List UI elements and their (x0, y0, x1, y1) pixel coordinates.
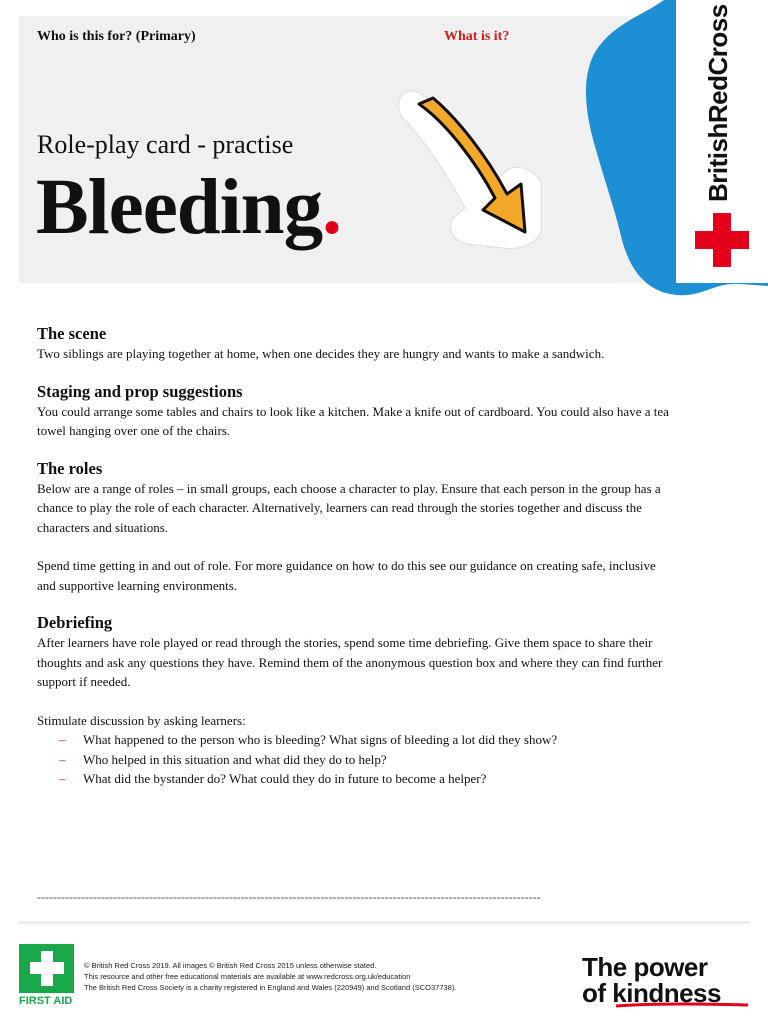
slogan-line-1: The power (582, 952, 708, 982)
cut-line-divider: ------------------------------------------------------------------------------------------------------------------------------ (37, 890, 541, 904)
discussion-questions (59, 730, 677, 789)
footer-copyright (84, 960, 456, 993)
main-content (37, 324, 677, 789)
red-cross-logo-icon (695, 213, 749, 267)
section-heading-staging: Staging and prop suggestions (37, 381, 243, 401)
section-heading-debriefing: Debriefing (37, 613, 113, 632)
footer-divider (19, 921, 750, 924)
arrow-sticker-icon (395, 82, 550, 252)
list-item: – What did the bystander do? What could they do in future to become a helper? (59, 771, 487, 786)
slogan-underline-icon (616, 1002, 748, 1008)
scene-text: Two siblings are playing together at home, when one decides they are hungry and wants to make a sandwich. (37, 346, 605, 361)
what-is-it-link[interactable]: What is it? (444, 29, 510, 44)
staging-text: You could arrange some tables and chairs to look like a kitchen. Make a knife out of cardboard. You could also have a tea towel hanging over one of the chairs. (37, 403, 669, 438)
page-title: Bleeding. (36, 164, 341, 251)
audience-label: Who is this for? (Primary) (37, 29, 196, 44)
brand-wordmark: BritishRedCross (703, 4, 733, 202)
roles-guidance-text: Spend time getting in and out of role. For more guidance on how to do this see our guidance on creating safe, inclusive and supportive learning environments. (37, 558, 656, 593)
discussion-intro: Stimulate discussion by asking learners: (37, 712, 246, 728)
debriefing-text: After learners have role played or read through the stories, spend some time debriefing. Give them space to share their thoughts and ask any questions they have. Remind them of the anonymous question box and where they can find further support if needed. (37, 635, 663, 689)
list-item: – What happened to the person who is bleeding? What signs of bleeding a lot did they show? (59, 732, 558, 747)
charity-line: The British Red Cross Society is a charity registered in England and Wales (220949) and Scotland (SCO37738). (84, 983, 457, 992)
first-aid-label: FIRST AID (19, 995, 73, 1007)
section-heading-scene: The scene (37, 324, 107, 343)
list-item: – Who helped in this situation and what did they do to help? (59, 751, 387, 767)
card-subtitle: Role-play card - practise (37, 130, 294, 159)
slogan-line-2: of kindness (582, 978, 721, 1008)
section-heading-roles: The roles (37, 458, 103, 478)
slogan (582, 954, 721, 1006)
roles-text: Below are a range of roles – in small groups, each choose a character to play. Ensure that each person in the group has a chance to play the role of each character. Alternatively, learners can read through the stories together and discuss the characters and situations. (37, 480, 661, 535)
resource-line: This resource and other free educational materials are available at www.redcross.org.uk/education (84, 972, 411, 981)
copyright-line: © British Red Cross 2019. All images © British Red Cross 2015 unless otherwise stated. (84, 961, 377, 970)
